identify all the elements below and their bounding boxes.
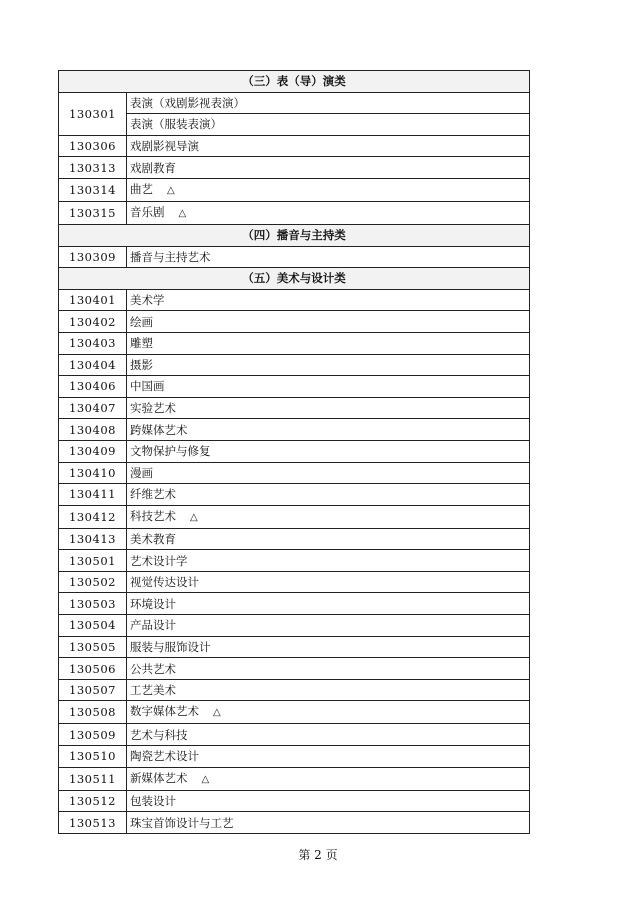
major-code: 130501 [59,550,127,572]
major-code: 130403 [59,332,127,354]
major-name [127,376,530,398]
major-name-text: 跨媒体艺术 [130,422,188,437]
major-code: 130413 [59,528,127,550]
major-name [127,246,530,268]
table-row [59,135,530,157]
major-code: 130512 [59,790,127,812]
major-name [127,201,530,224]
table-row [59,376,530,398]
major-code: 130505 [59,636,127,658]
table-row [59,679,530,701]
major-name-text: 包装设计 [130,793,176,808]
major-name [127,440,530,462]
major-name-text: 服装与服饰设计 [130,639,211,654]
major-code: 130314 [59,178,127,201]
table-row [59,790,530,812]
table-row [59,484,530,506]
major-name-text: 陶瓷艺术设计 [130,749,199,764]
major-name-text: 曲艺 [130,181,153,196]
major-name-text: 科技艺术 [130,508,176,523]
section-title: （五）美术与设计类 [59,268,530,290]
major-name [127,419,530,441]
major-name-text: 环境设计 [130,596,176,611]
table-row [59,114,530,136]
major-name-text: 播音与主持艺术 [130,249,211,264]
major-name-text: 摄影 [130,357,153,372]
major-code: 130412 [59,505,127,528]
major-code: 130510 [59,746,127,768]
major-code: 130411 [59,484,127,506]
major-name [127,289,530,311]
major-code: 130301 [59,92,127,135]
table-row [59,593,530,615]
major-name [127,724,530,746]
major-code: 130406 [59,376,127,398]
major-code: 130508 [59,701,127,724]
major-name [127,135,530,157]
table-row [59,701,530,724]
major-name-text: 文物保护与修复 [130,444,211,459]
major-name-text: 中国画 [130,379,165,394]
table-row [59,311,530,333]
triangle-marker-icon: △ [213,707,221,719]
major-code: 130408 [59,419,127,441]
major-name [127,679,530,701]
table-row [59,419,530,441]
major-code: 130410 [59,462,127,484]
table-row [59,812,530,834]
table-row [59,289,530,311]
section-title: （三）表（导）演类 [59,71,530,93]
triangle-marker-icon: △ [190,511,198,523]
major-name-text: 表演（戏剧影视表演） [130,95,245,110]
major-name [127,505,530,528]
table-row [59,332,530,354]
table-row [59,528,530,550]
major-name-text: 戏剧教育 [130,160,176,175]
major-name-text: 雕塑 [130,336,153,351]
table-row [59,178,530,201]
major-code: 130506 [59,658,127,680]
table-row [59,571,530,593]
major-code: 130306 [59,135,127,157]
major-name-text: 珠宝首饰设计与工艺 [130,815,234,830]
major-name [127,615,530,637]
table-row [59,201,530,224]
major-name [127,397,530,419]
major-name-text: 纤维艺术 [130,487,176,502]
major-name-text: 数字媒体艺术 [130,704,199,719]
major-name [127,484,530,506]
major-name-text: 美术学 [130,293,165,308]
table-row [59,550,530,572]
major-name [127,92,530,114]
major-name [127,528,530,550]
major-name [127,746,530,768]
major-name [127,114,530,136]
table-row [59,246,530,268]
section-header [59,71,530,93]
table-row [59,157,530,179]
major-name-text: 产品设计 [130,618,176,633]
major-name-text: 漫画 [130,465,153,480]
major-name [127,462,530,484]
major-name [127,550,530,572]
major-code: 130513 [59,812,127,834]
major-name [127,354,530,376]
major-name-text: 表演（服装表演） [130,117,222,132]
table-row [59,658,530,680]
major-code: 130313 [59,157,127,179]
major-name-text: 美术教育 [130,531,176,546]
major-name [127,593,530,615]
major-code: 130404 [59,354,127,376]
major-code: 130507 [59,679,127,701]
major-code: 130401 [59,289,127,311]
triangle-marker-icon: △ [178,207,187,219]
section-header [59,268,530,290]
major-name [127,767,530,790]
table-row [59,615,530,637]
major-name [127,571,530,593]
table-row [59,636,530,658]
page-number: 第 2 页 [298,848,338,862]
major-name [127,157,530,179]
major-name [127,332,530,354]
major-name [127,701,530,724]
major-catalog-table [58,70,530,834]
major-code: 130502 [59,571,127,593]
table-row [59,462,530,484]
major-code: 130509 [59,724,127,746]
table-row [59,746,530,768]
major-code: 130409 [59,440,127,462]
major-name-text: 实验艺术 [130,401,176,416]
major-name [127,658,530,680]
major-code: 130315 [59,201,127,224]
major-code: 130309 [59,246,127,268]
major-code: 130407 [59,397,127,419]
major-name-text: 绘画 [130,314,153,329]
major-name-text: 工艺美术 [130,683,176,698]
major-name [127,636,530,658]
major-name [127,812,530,834]
major-code: 130402 [59,311,127,333]
table-row [59,92,530,114]
table-row [59,505,530,528]
major-name-text: 视觉传达设计 [130,575,199,590]
table-row [59,767,530,790]
table-row [59,724,530,746]
major-name [127,790,530,812]
major-code: 130503 [59,593,127,615]
major-code: 130504 [59,615,127,637]
major-name [127,311,530,333]
major-code: 130511 [59,767,127,790]
section-title: （四）播音与主持类 [59,224,530,246]
table-row [59,440,530,462]
triangle-marker-icon: △ [201,773,210,785]
major-name-text: 公共艺术 [130,661,176,676]
table-row [59,354,530,376]
section-header [59,224,530,246]
major-name [127,178,530,201]
major-name-text: 艺术设计学 [130,553,188,568]
table-row [59,397,530,419]
major-name-text: 艺术与科技 [130,727,188,742]
major-name-text: 新媒体艺术 [130,770,188,785]
major-name-text: 戏剧影视导演 [130,139,199,154]
major-name-text: 音乐剧 [130,204,165,219]
triangle-marker-icon: △ [167,184,175,196]
